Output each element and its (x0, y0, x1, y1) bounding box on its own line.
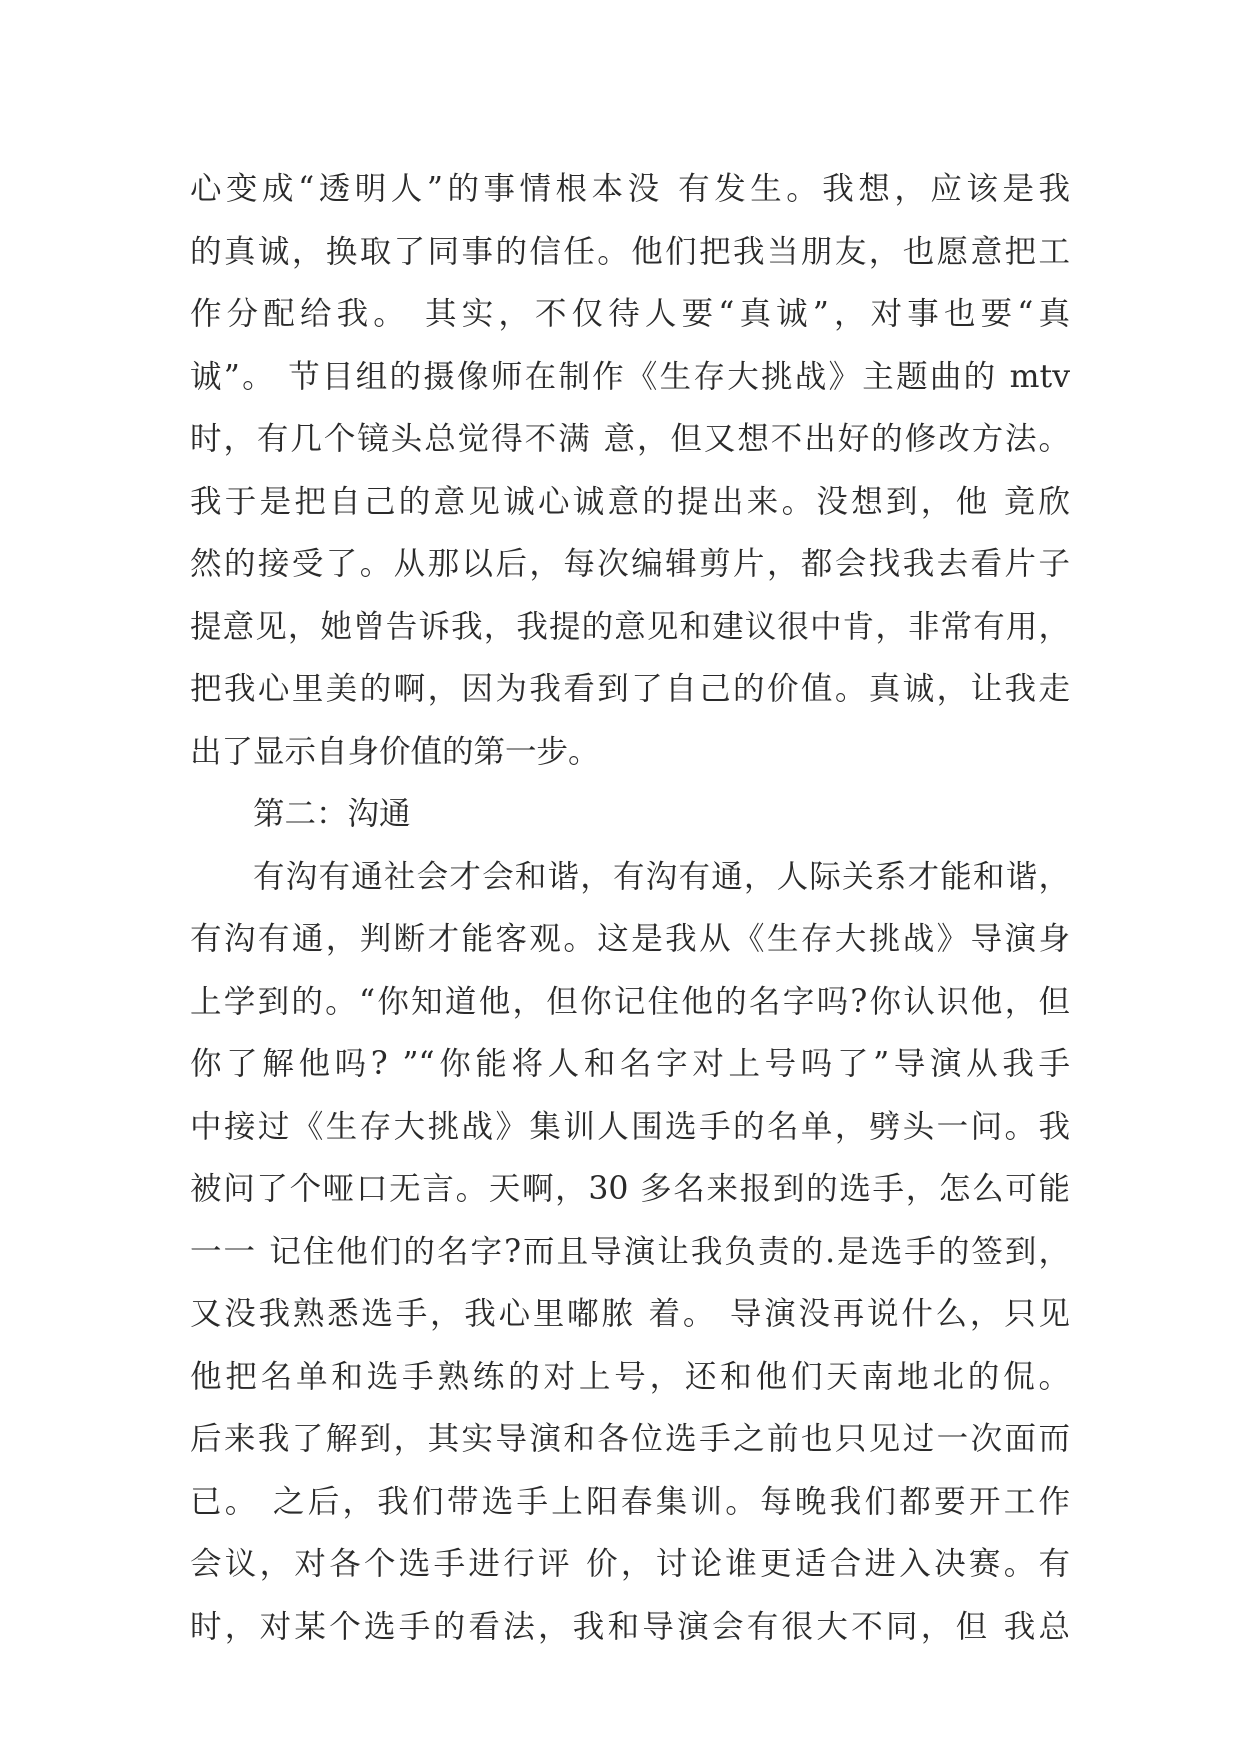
text-line: 中接过《生存大挑战》集训人围选手的名单，劈头一问。我 (190, 1108, 1070, 1145)
text-line: 上学到的。“你知道他，但你记住他的名字吗?你认识他，但 (190, 983, 1070, 1020)
text-line: 有沟有通社会才会和谐，有沟有通，人际关系才能和谐， (253, 858, 1070, 895)
text-line: 时，有几个镜头总觉得不满 意，但又想不出好的修改方法。 (190, 421, 1070, 457)
text-line: 会议，对各个选手进行评 价，讨论谁更适合进入决赛。有 (190, 1546, 1070, 1582)
text-line: 被问了个哑口无言。天啊，30 多名来报到的选手，怎么可能 (190, 1171, 1070, 1207)
text-line: 诚”。 节目组的摄像师在制作《生存大挑战》主题曲的 mtv (190, 358, 1070, 395)
text-line: 出了显示自身价值的第一步。 (190, 733, 600, 770)
text-line: 然的接受了。从那以后，每次编辑剪片，都会找我去看片子 (190, 546, 1070, 582)
text-line: 你了解他吗? ”“你能将人和名字对上号吗了”导演从我手 (190, 1046, 1070, 1082)
text-line: 有沟有通，判断才能客观。这是我从《生存大挑战》导演身 (190, 921, 1070, 957)
text-line: 时，对某个选手的看法，我和导演会有很大不同，但 我总 (190, 1608, 1070, 1645)
text-line: 又没我熟悉选手，我心里嘟脓 着。 导演没再说什么，只见 (190, 1296, 1070, 1332)
text-line: 后来我了解到，其实导演和各位选手之前也只见过一次面而 (190, 1421, 1070, 1457)
text-line: 的真诚，换取了同事的信任。他们把我当朋友，也愿意把工 (190, 233, 1070, 270)
text-line: 作分配给我。 其实，不仅待人要“真诚”，对事也要“真 (190, 296, 1070, 332)
text-line: 把我心里美的啊，因为我看到了自己的价值。真诚，让我走 (190, 671, 1070, 707)
text-line: 提意见，她曾告诉我，我提的意见和建议很中肯，非常有用， (190, 608, 1070, 645)
text-line: 已。 之后，我们带选手上阳春集训。每晚我们都要开工作 (190, 1483, 1070, 1520)
text-line: 我于是把自己的意见诚心诚意的提出来。没想到，他 竟欣 (190, 483, 1070, 520)
section-heading: 第二：沟通 (253, 796, 411, 832)
body-text (190, 158, 1070, 1658)
text-line: 一一 记住他们的名字?而且导演让我负责的.是选手的签到， (190, 1233, 1070, 1270)
text-line: 他把名单和选手熟练的对上号，还和他们天南地北的侃。 (190, 1358, 1070, 1395)
text-line: 心变成“透明人”的事情根本没 有发生。我想，应该是我 (190, 171, 1070, 207)
